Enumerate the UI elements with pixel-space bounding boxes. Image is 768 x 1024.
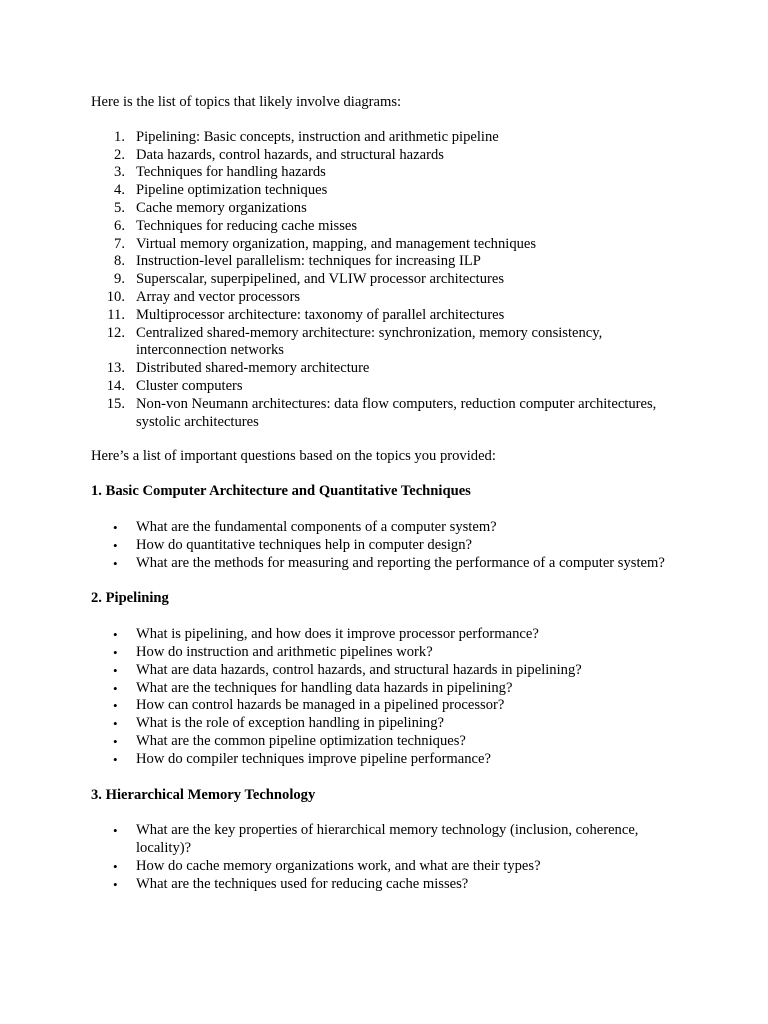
topic-item [91,307,691,325]
topic-number: 9. [114,271,125,288]
topic-item [91,182,691,200]
topic-text: Data hazards, control hazards, and structural hazards [136,146,444,163]
topic-item [91,200,691,218]
topic-text: Cluster computers [136,377,243,394]
topic-item [91,378,691,396]
topics-list [91,129,691,432]
bullet-icon: • [113,698,118,714]
question-item [91,822,691,858]
question-item [91,537,691,555]
question-item [91,644,691,662]
bullet-icon: • [113,555,118,571]
question-item [91,715,691,733]
bullet-icon: • [113,519,118,535]
bullet-icon: • [113,644,118,660]
bullet-icon: • [113,751,118,767]
topic-item [91,236,691,254]
topic-item [91,253,691,271]
topic-text: Pipeline optimization techniques [136,182,328,199]
question-item [91,697,691,715]
bullet-icon: • [113,858,118,874]
question-item [91,876,691,894]
question-item [91,733,691,751]
question-text: What are data hazards, control hazards, and structural hazards in pipelining? [136,661,582,678]
topic-text: Instruction-level parallelism: techniques for increasing ILP [136,253,481,270]
question-item [91,680,691,698]
topic-text: Cache memory organizations [136,199,307,216]
question-text: How do quantitative techniques help in computer design? [136,536,472,553]
question-list [91,626,691,768]
bullet-icon: • [113,662,118,678]
topic-number: 14. [106,377,125,394]
question-list [91,822,691,893]
topic-text: Techniques for handling hazards [136,164,326,181]
bullet-icon: • [113,733,118,749]
topic-item [91,147,691,165]
question-item [91,662,691,680]
topic-number: 4. [114,182,125,199]
bullet-icon: • [113,537,118,553]
topic-text: Non-von Neumann architectures: data flow computers, reduction computer architectures, systolic architectures [136,395,657,430]
topic-item [91,289,691,307]
question-sections [91,483,691,893]
bullet-icon: • [113,627,118,643]
question-item [91,858,691,876]
topic-number: 8. [114,253,125,270]
topic-number: 1. [114,128,125,145]
question-item [91,626,691,644]
topic-text: Pipelining: Basic concepts, instruction and arithmetic pipeline [136,128,499,145]
topic-item [91,129,691,147]
topic-number: 2. [114,146,125,163]
topic-number: 6. [114,217,125,234]
topic-text: Centralized shared-memory architecture: synchronization, memory consistency, interconnection networks [136,324,603,359]
questions-intro: Here’s a list of important questions based on the topics you provided: [91,448,496,465]
section-heading: 2. Pipelining [91,590,169,607]
topic-number: 5. [114,199,125,216]
topic-text: Virtual memory organization, mapping, and management techniques [136,235,537,252]
topic-number: 15. [106,395,125,412]
topic-item [91,396,691,432]
question-list [91,519,691,572]
question-text: What are the techniques used for reducing cache misses? [136,875,469,892]
topic-text: Multiprocessor architecture: taxonomy of parallel architectures [136,306,505,323]
topic-number: 7. [114,235,125,252]
topic-item [91,325,691,361]
topic-item [91,218,691,236]
question-text: What is the role of exception handling in pipelining? [136,715,445,732]
bullet-icon: • [113,823,118,839]
question-text: How do cache memory organizations work, and what are their types? [136,857,541,874]
topic-text: Superscalar, superpipelined, and VLIW processor architectures [136,271,505,288]
question-text: What are the key properties of hierarchical memory technology (inclusion, coherence, locality)? [136,822,639,857]
topic-number: 13. [106,360,125,377]
topic-item [91,271,691,289]
question-text: How can control hazards be managed in a pipelined processor? [136,697,505,714]
document-page [91,94,691,911]
topic-item [91,164,691,182]
question-text: How do instruction and arithmetic pipelines work? [136,643,433,660]
question-text: What are the techniques for handling data hazards in pipelining? [136,679,513,696]
topic-number: 12. [106,324,125,341]
question-text: What are the methods for measuring and reporting the performance of a computer system? [136,554,665,571]
bullet-icon: • [113,876,118,892]
question-item [91,751,691,769]
question-text: What are the common pipeline optimization techniques? [136,732,466,749]
topic-text: Array and vector processors [136,288,301,305]
question-text: How do compiler techniques improve pipeline performance? [136,750,491,767]
bullet-icon: • [113,716,118,732]
topic-number: 11. [107,306,125,323]
bullet-icon: • [113,680,118,696]
question-text: What is pipelining, and how does it improve processor performance? [136,626,539,643]
question-item [91,519,691,537]
topic-text: Techniques for reducing cache misses [136,217,358,234]
question-item [91,555,691,573]
topic-number: 3. [114,164,125,181]
topics-intro: Here is the list of topics that likely involve diagrams: [91,94,402,110]
section-heading: 1. Basic Computer Architecture and Quantitative Techniques [91,483,471,500]
question-text: What are the fundamental components of a computer system? [136,518,497,535]
section-heading: 3. Hierarchical Memory Technology [91,786,316,803]
topic-item [91,360,691,378]
topic-number: 10. [106,288,125,305]
topic-text: Distributed shared-memory architecture [136,360,370,377]
